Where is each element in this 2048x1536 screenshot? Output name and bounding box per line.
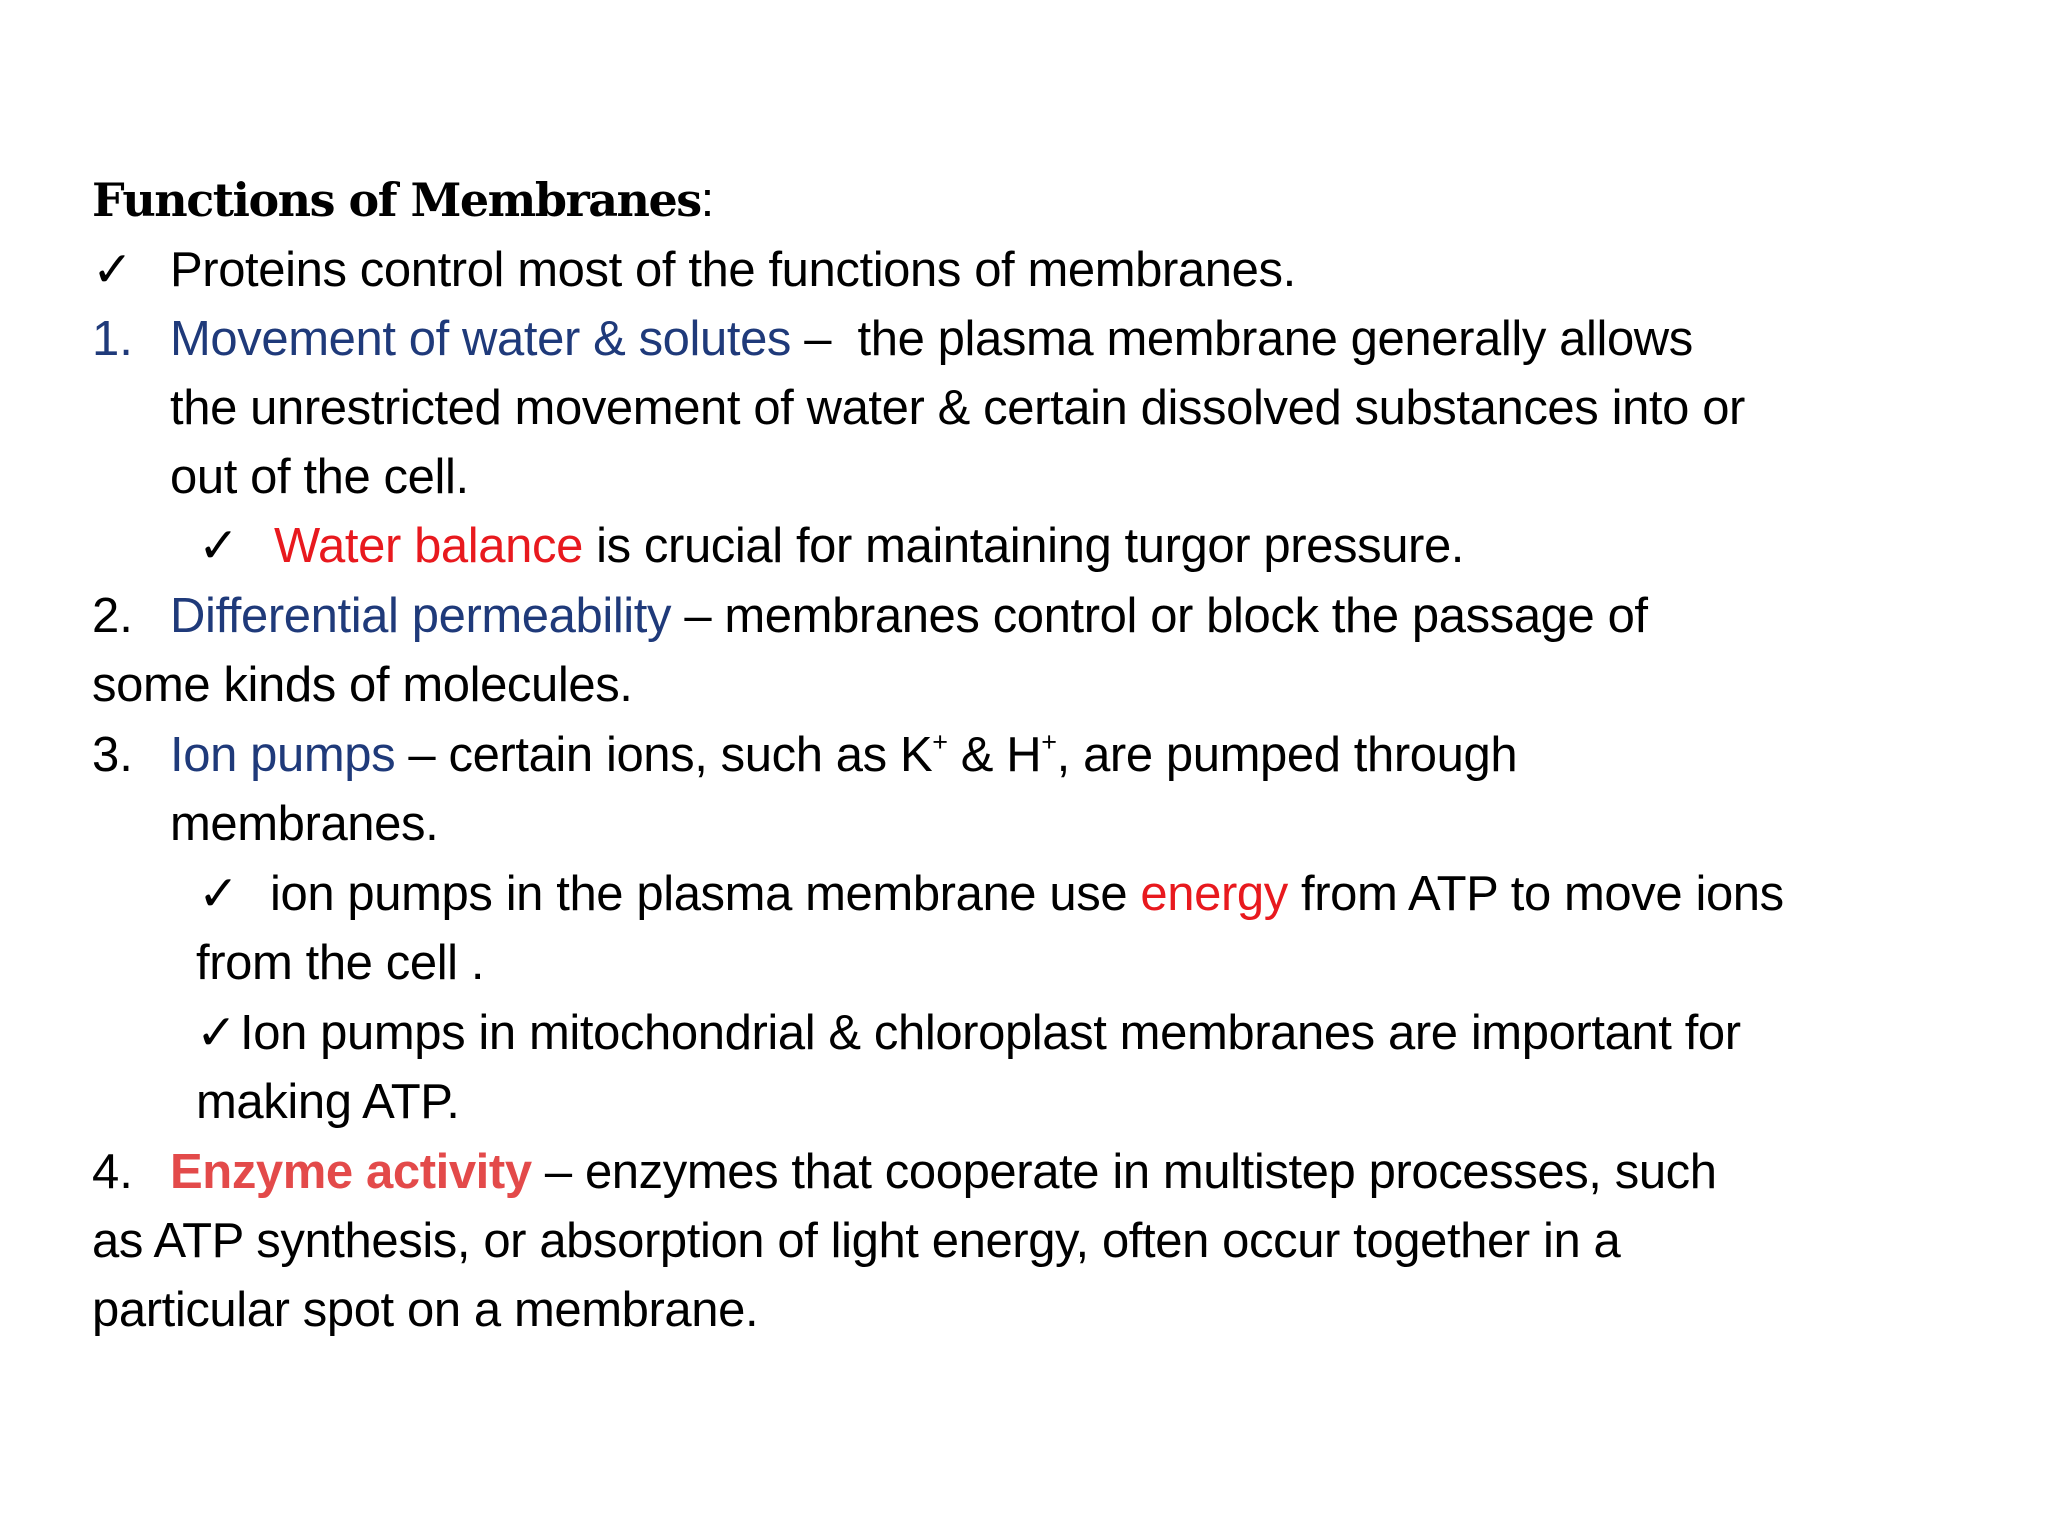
item-1-number: 1. — [92, 312, 133, 366]
energy-highlight: energy — [1140, 867, 1288, 921]
item-3-sub-1-line-2: from the cell . — [196, 936, 485, 990]
item-4-term: Enzyme activity — [170, 1145, 532, 1199]
check-mark-icon: ✓ — [198, 867, 240, 921]
item-2-line-1: Differential permeability – membranes control or block the passage of — [170, 589, 1648, 643]
water-balance-highlight: Water balance — [274, 519, 583, 573]
item-3-sub-1-line-1: ion pumps in the plasma membrane use energy from ATP to move ions — [270, 867, 1784, 921]
item-1-line-1: Movement of water & solutes – the plasma membrane generally allows — [170, 312, 1693, 366]
item-3-line-2: membranes. — [170, 797, 439, 851]
item-3-line-1: Ion pumps – certain ions, such as K+ & H+, are pumped through — [170, 726, 1518, 782]
item-4-line-3: particular spot on a membrane. — [92, 1283, 759, 1337]
check-mark-icon: ✓ — [196, 1006, 238, 1060]
item-2-term: Differential permeability — [170, 589, 672, 643]
item-3-sub-2-line-1: Ion pumps in mitochondrial & chloroplast membranes are important for — [240, 1006, 1741, 1060]
item-1-sub: Water balance is crucial for maintaining turgor pressure. — [274, 519, 1465, 573]
check-mark-icon: ✓ — [198, 519, 240, 573]
item-2-number: 2. — [92, 589, 133, 643]
item-3-term: Ion pumps — [170, 728, 396, 782]
item-3-number: 3. — [92, 728, 133, 782]
item-1-term: Movement of water & solutes — [170, 312, 792, 366]
item-2-line-2: some kinds of molecules. — [92, 658, 633, 712]
slide-title: Functions of Membranes: — [92, 173, 714, 227]
item-1-line-3: out of the cell. — [170, 450, 469, 504]
item-4-line-1: Enzyme activity – enzymes that cooperate in multistep processes, such — [170, 1145, 1717, 1199]
item-4-line-2: as ATP synthesis, or absorption of light energy, often occur together in a — [92, 1214, 1621, 1268]
check-mark-icon: ✓ — [92, 243, 134, 297]
intro-text: Proteins control most of the functions of membranes. — [170, 243, 1296, 297]
item-1-line-2: the unrestricted movement of water & certain dissolved substances into or — [170, 381, 1745, 435]
item-4-number: 4. — [92, 1145, 133, 1199]
item-3-sub-2-line-2: making ATP. — [196, 1075, 460, 1129]
